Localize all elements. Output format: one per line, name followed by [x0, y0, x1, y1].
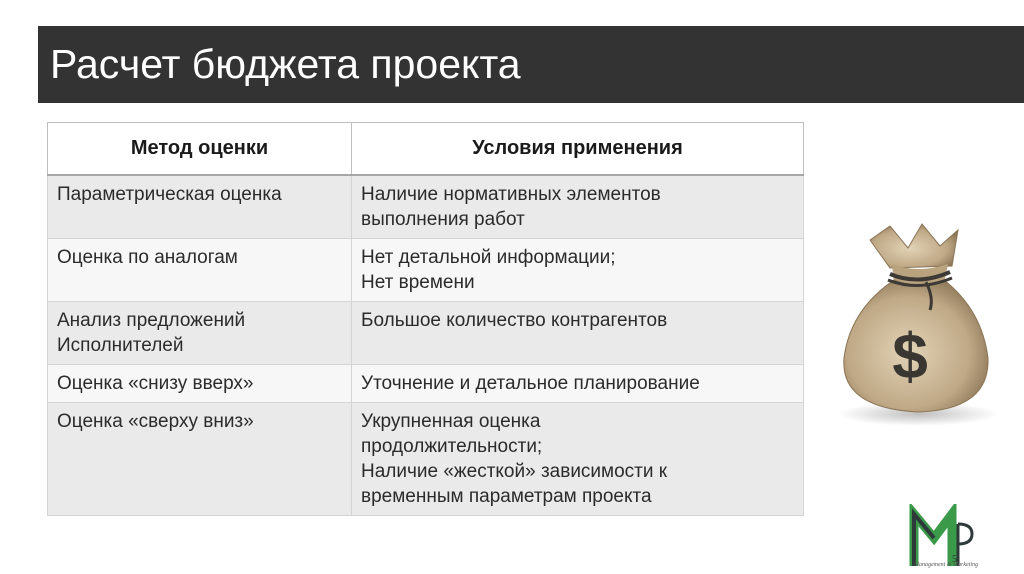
- table-row: [48, 403, 804, 516]
- budget-methods-table: [47, 122, 804, 516]
- conditions-cell: [352, 302, 804, 365]
- company-logo: [906, 504, 986, 570]
- conditions-text: Укрупненная оценка: [361, 411, 541, 432]
- table-row: [48, 239, 804, 302]
- dollar-symbol: $: [892, 320, 928, 392]
- table-row: [48, 175, 804, 239]
- table-row: [48, 365, 804, 403]
- header-conditions: Условия применения: [352, 123, 804, 176]
- method-cell: [48, 403, 352, 516]
- method-cell: [48, 239, 352, 302]
- conditions-text: Наличие «жесткой» зависимости к: [361, 461, 668, 482]
- conditions-text: Большое количество контрагентов: [361, 310, 668, 331]
- conditions-text: выполнения работ: [361, 209, 525, 230]
- conditions-text: продолжительности;: [361, 436, 543, 457]
- method-text: Оценка «снизу вверх»: [57, 373, 254, 394]
- conditions-text: Наличие нормативных элементов: [361, 184, 661, 205]
- table-row: [48, 302, 804, 365]
- conditions-cell: [352, 175, 804, 239]
- conditions-text: Уточнение и детальное планирование: [361, 373, 700, 394]
- method-cell: [48, 175, 352, 239]
- money-bag-icon: [830, 218, 1000, 428]
- method-text: Анализ предложений: [57, 310, 246, 331]
- table-header-row: [48, 123, 804, 176]
- method-cell: [48, 365, 352, 403]
- method-cell: [48, 302, 352, 365]
- conditions-text: Нет детальной информации;: [361, 247, 616, 268]
- slide-title: Расчет бюджета проекта: [50, 41, 521, 87]
- method-text: Оценка «сверху вниз»: [57, 411, 254, 432]
- header-method: Метод оценки: [48, 123, 352, 176]
- logo-tagline: Management & Marketing: [914, 562, 978, 568]
- conditions-cell: [352, 365, 804, 403]
- method-text: Исполнителей: [57, 335, 184, 356]
- conditions-text: временным параметрам проекта: [361, 486, 652, 507]
- conditions-cell: [352, 239, 804, 302]
- conditions-cell: [352, 403, 804, 516]
- method-text: Параметрическая оценка: [57, 184, 282, 205]
- logo-digit: 5: [952, 554, 957, 565]
- title-bar: [38, 26, 1024, 103]
- method-text: Оценка по аналогам: [57, 247, 238, 268]
- conditions-text: Нет времени: [361, 272, 475, 293]
